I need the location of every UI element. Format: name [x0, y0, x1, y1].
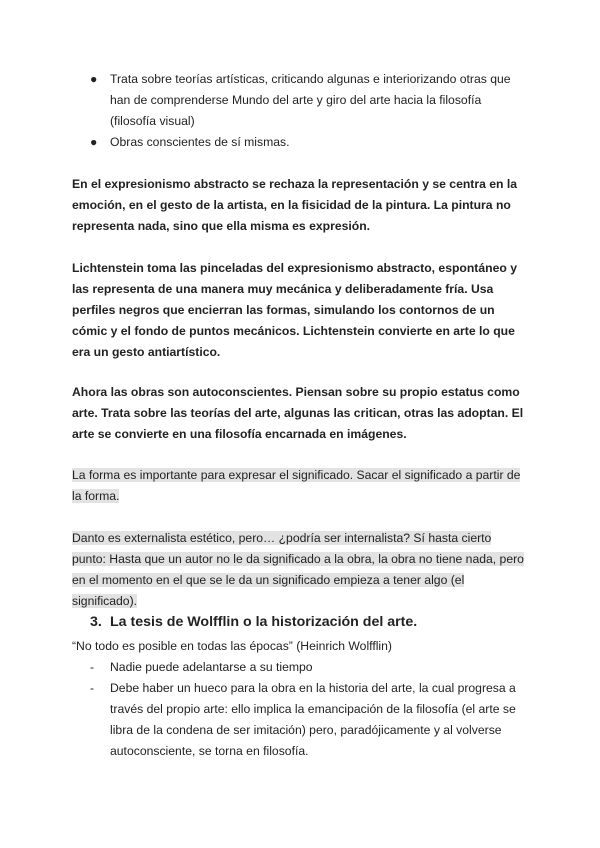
list-item: Trata sobre teorías artísticas, criticando algunas e interiorizando otras que han de comprenderse Mundo del arte y giro del arte hacia la filosofía (filosofía visual) [110, 72, 511, 128]
dash-icon: - [90, 660, 95, 674]
list-item: Debe haber un hueco para la obra en la historia del arte, la cual progresa a través del propio arte: ello implica la emancipación de la filosofía (el arte se libra de la condena de ser imitación) pero, paradójicamente y al volverse autoconsciente, se torna en filosofía. [110, 681, 516, 758]
list-item: Obras conscientes de sí mismas. [110, 135, 290, 149]
list-item: Nadie puede adelantarse a su tiempo [110, 660, 313, 674]
section-heading: 3. La tesis de Wolfflin o la historización del arte. [90, 614, 418, 630]
paragraph: Ahora las obras son autoconscientes. Piensan sobre su propio estatus como arte. Trata sobre las teorías del arte, algunas las critican, otras las adoptan. El arte se convierte en una filosofía encarnada en imágenes. [72, 385, 524, 441]
bullet-icon: ● [90, 72, 98, 86]
paragraph: Lichtenstein toma las pinceladas del expresionismo abstracto, espontáneo y las representa de una manera muy mecánica y deliberadamente fría. Usa perfiles negros que encierran las formas, simulando los contornos de un cómic y el fondo de puntos mecánicos. Lichtenstein convierte en arte lo que era un gesto antiartístico. [72, 261, 517, 359]
dash-icon: - [90, 681, 95, 695]
bullet-icon: ● [90, 135, 98, 149]
highlighted-paragraph: La forma es importante para expresar el significado. Sacar el significado a partir de la forma. [72, 468, 521, 503]
quote: “No todo es posible en todas las épocas” (Heinrich Wolfflin) [72, 639, 392, 653]
paragraph: En el expresionismo abstracto se rechaza la representación y se centra en la emoción, en el gesto de la artista, en la fisicidad de la pintura. La pintura no representa nada, sino que ella misma es expresión. [72, 177, 518, 233]
highlighted-paragraph: Danto es externalista estético, pero… ¿podría ser internalista? Sí hasta cierto punto: Hasta que un autor no le da significado a la obra, la obra no tiene nada, pero en el momento en el que se le da un significado empieza a tener algo (el significado). [72, 531, 524, 608]
